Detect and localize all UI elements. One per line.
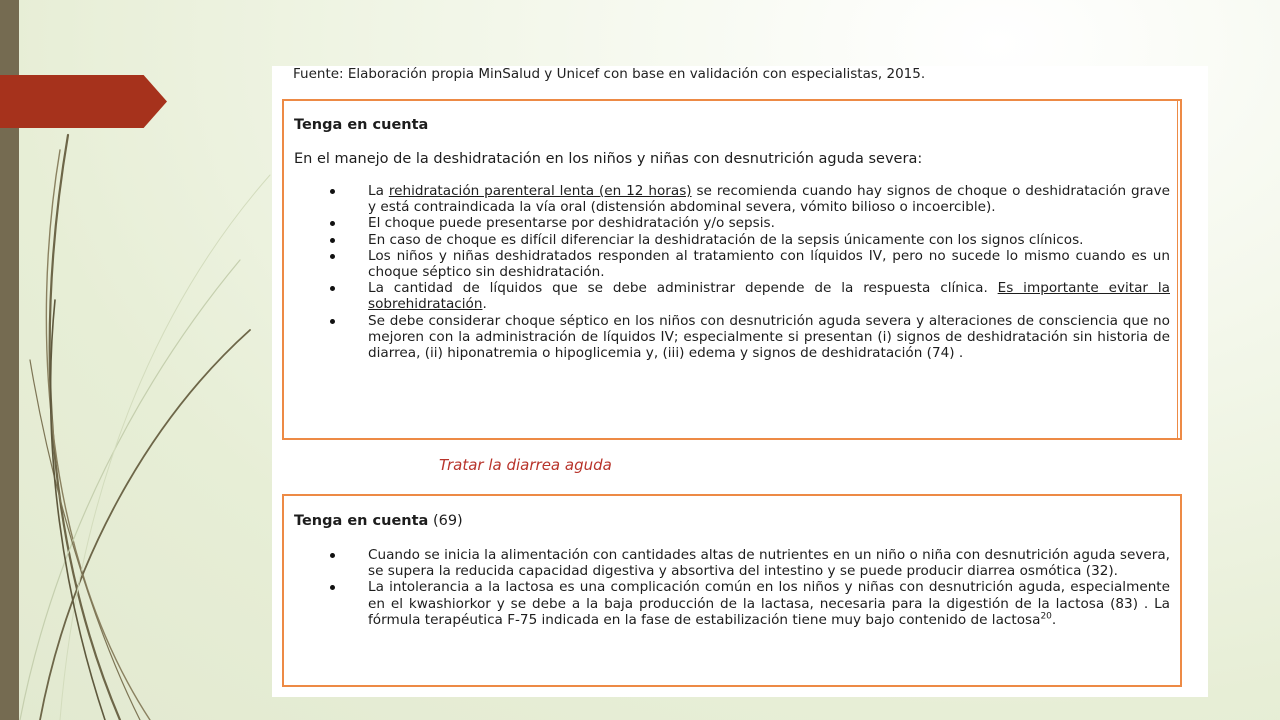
list-item xyxy=(324,547,1170,579)
list-item xyxy=(324,248,1170,280)
item-text: La cantidad de líquidos que se debe administrar depende de la respuesta clínica. xyxy=(368,280,998,297)
box-title-reference: (69) xyxy=(428,513,463,529)
item-text: El choque puede presentarse por deshidratación y/o sepsis. xyxy=(368,215,775,232)
list-item xyxy=(324,215,1170,231)
list-item xyxy=(324,579,1170,628)
bullet-list xyxy=(324,547,1170,628)
note-box-diarrhea xyxy=(282,494,1182,687)
document-image xyxy=(272,66,1208,697)
box-title-text: Tenga en cuenta xyxy=(294,513,429,529)
list-item xyxy=(324,280,1170,312)
item-text: La intolerancia a la lactosa es una complicación común en los niños y niñas con desnutrición aguda, especialmente en el kwashiorkor y se debe a la baja producción de la lactasa, necesaria para la digestión de la lactosa (83) . La fórmula terapéutica F-75 indicada en la fase de estabilización tiene muy bajo contenido de lactosa xyxy=(368,579,1170,628)
item-text: . xyxy=(482,296,487,313)
list-item xyxy=(324,232,1170,248)
box-title: Tenga en cuenta xyxy=(294,117,429,133)
underlined-text: rehidratación parenteral lenta (en 12 horas) xyxy=(388,183,692,199)
item-text: Se debe considerar choque séptico en los niños con desnutrición aguda severa y alteraciones de consciencia que no mejoren con la administración de líquidos IV; especialmente si presentan (i) signos de deshidratación sin historia de diarrea, (ii) hiponatremia o hipoglicemia y, (iii) edema y signos de deshidratación (74) . xyxy=(368,312,1170,362)
item-text: En caso de choque es difícil diferenciar la deshidratación de la sepsis únicamente con los signos clínicos. xyxy=(368,231,1084,248)
arrow-tab-decoration xyxy=(0,75,167,128)
underlined-text: Es importante evitar la sobrehidratación xyxy=(368,280,1170,313)
section-heading: Tratar la diarrea aguda xyxy=(439,456,612,474)
footnote-ref: 20 xyxy=(1040,611,1052,622)
box-intro: En el manejo de la deshidratación en los niños y niñas con desnutrición aguda severa: xyxy=(294,151,923,167)
item-text: Cuando se inicia la alimentación con cantidades altas de nutrientes en un niño o niña con desnutrición aguda severa, se supera la reducida capacidad digestiva y absortiva del intestino y se puede producir diarrea osmótica (32). xyxy=(368,547,1170,580)
item-text: . xyxy=(1051,611,1057,628)
item-text: Los niños y niñas deshidratados responden al tratamiento con líquidos IV, pero no sucede lo mismo cuando es un choque séptico sin deshidratación. xyxy=(368,247,1170,281)
item-text: La xyxy=(368,183,389,199)
list-item xyxy=(324,183,1170,215)
list-item xyxy=(324,313,1170,362)
bullet-list xyxy=(324,183,1170,361)
box-title xyxy=(294,513,463,529)
item-text: se recomienda cuando hay signos de choque o deshidratación grave y está contraindicada la vía oral (distensión abdominal severa, vómito bilioso o incoercible). xyxy=(368,183,1170,216)
source-note: Fuente: Elaboración propia MinSalud y Unicef con base en validación con especialistas, 2015. xyxy=(293,66,926,82)
note-box-dehydration xyxy=(282,99,1182,440)
